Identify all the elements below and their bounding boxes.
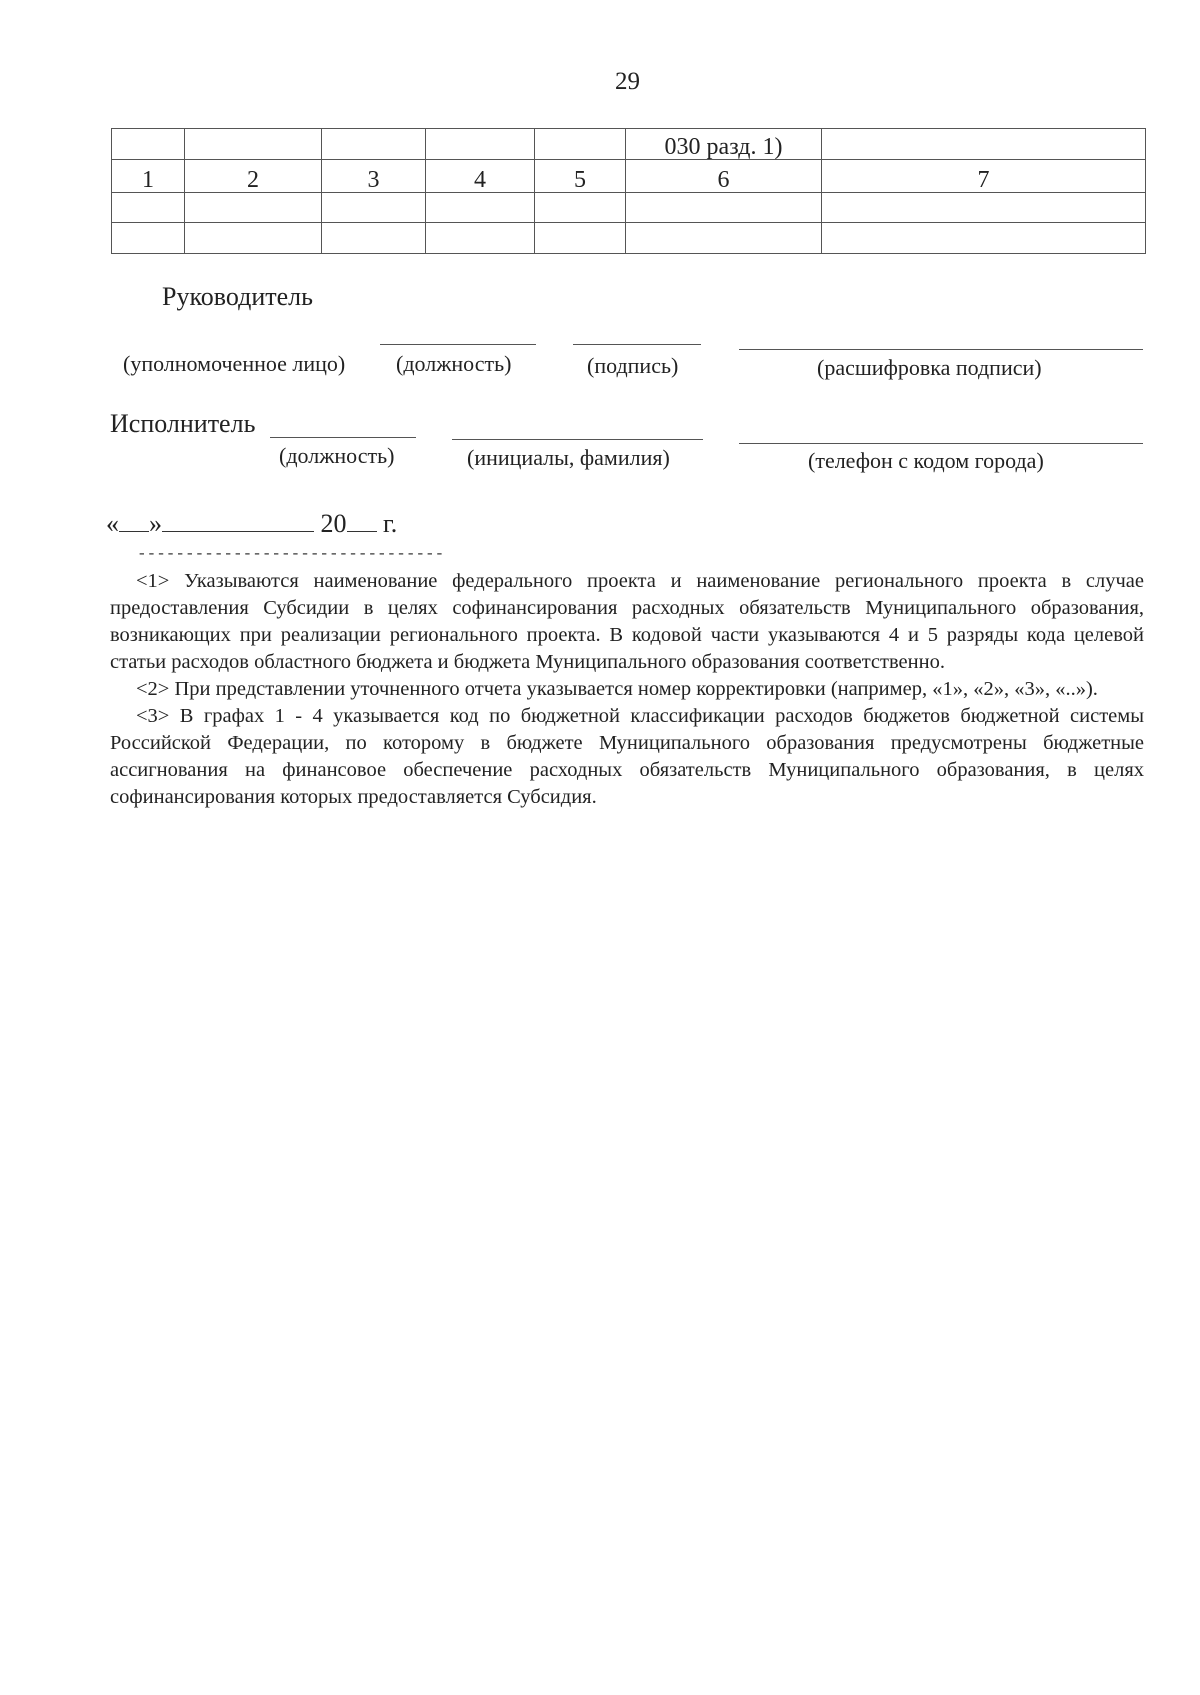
executor-position-caption: (должность) [279, 443, 395, 468]
signature-decoding-line[interactable] [739, 349, 1143, 350]
date-open-quote: « [106, 509, 119, 538]
table-cell [626, 223, 822, 254]
table-cell [112, 192, 185, 223]
table-cell [112, 223, 185, 254]
page-number: 29 [615, 68, 640, 95]
executor-initials-line[interactable] [452, 439, 703, 440]
footnote-1: <1> Указываются наименование федерального проекта и наименование регионального проекта в случае предоставления Субсидии в целях софинансирования расходных обязательств Муниципального образования, возникающих при реализации регионального проекта. В кодовой части указываются 4 и 5 разряды кода целевой статьи расходов областного бюджета и бюджета Муниципального образования соответственно. [110, 570, 1144, 673]
executor-phone-line[interactable] [739, 443, 1143, 444]
column-number: 7 [822, 159, 1146, 192]
table-cell [322, 129, 426, 160]
column-number: 4 [426, 159, 535, 192]
column-number: 2 [185, 159, 322, 192]
year-blank[interactable] [347, 509, 377, 532]
column-number: 5 [535, 159, 626, 192]
column-number: 3 [322, 159, 426, 192]
signature-caption: (подпись) [587, 353, 679, 378]
table-cell [426, 129, 535, 160]
table-cell [822, 223, 1146, 254]
year-suffix: г. [376, 509, 398, 538]
table-header-row [112, 129, 1146, 160]
table-cell [426, 192, 535, 223]
head-title: Руководитель [162, 282, 313, 311]
executor-initials-caption: (инициалы, фамилия) [467, 445, 670, 470]
table-cell [822, 192, 1146, 223]
executor-title: Исполнитель [110, 409, 256, 438]
position-line[interactable] [380, 344, 536, 345]
footnote-separator: -------------------------------- [137, 545, 445, 563]
month-blank[interactable] [162, 509, 314, 532]
table-cell [322, 223, 426, 254]
table-cell: 030 разд. 1) [626, 129, 822, 160]
table-cell [822, 129, 1146, 160]
report-table [111, 128, 1146, 254]
column-number-row [112, 159, 1146, 192]
year-prefix: 20 [320, 509, 347, 538]
table-cell [626, 192, 822, 223]
signature-line[interactable] [573, 344, 701, 345]
date-field [106, 509, 397, 539]
executor-phone-caption: (телефон с кодом города) [808, 448, 1044, 473]
position-caption: (должность) [396, 351, 512, 376]
executor-position-line[interactable] [270, 437, 416, 438]
table-row [112, 192, 1146, 223]
footnote-3: <3> В графах 1 - 4 указывается код по бюджетной классификации расходов бюджетов бюджетной системы Российской Федерации, по которому в бюджете Муниципального образования предусмотрены бюджетные ассигнования на финансовое обеспечение расходных обязательств Муниципального образования, в целях софинансирования которых предоставляется Субсидия. [110, 705, 1144, 808]
authorized-person-caption: (уполномоченное лицо) [123, 351, 346, 376]
column-number: 6 [626, 159, 822, 192]
table-cell [185, 192, 322, 223]
table-cell [535, 223, 626, 254]
day-blank[interactable] [119, 509, 149, 532]
column-number: 1 [112, 159, 185, 192]
footnotes [110, 568, 1144, 811]
table-row [112, 223, 1146, 254]
date-close-quote: » [149, 509, 162, 538]
footnote-2: <2> При представлении уточненного отчета указывается номер корректировки (например, «1», «2», «3», «..»). [136, 678, 1098, 700]
table-cell [535, 129, 626, 160]
table-cell [322, 192, 426, 223]
table-cell [185, 223, 322, 254]
table-cell [185, 129, 322, 160]
table-cell [535, 192, 626, 223]
signature-decoding-caption: (расшифровка подписи) [817, 355, 1042, 380]
table-cell [112, 129, 185, 160]
table-cell [426, 223, 535, 254]
